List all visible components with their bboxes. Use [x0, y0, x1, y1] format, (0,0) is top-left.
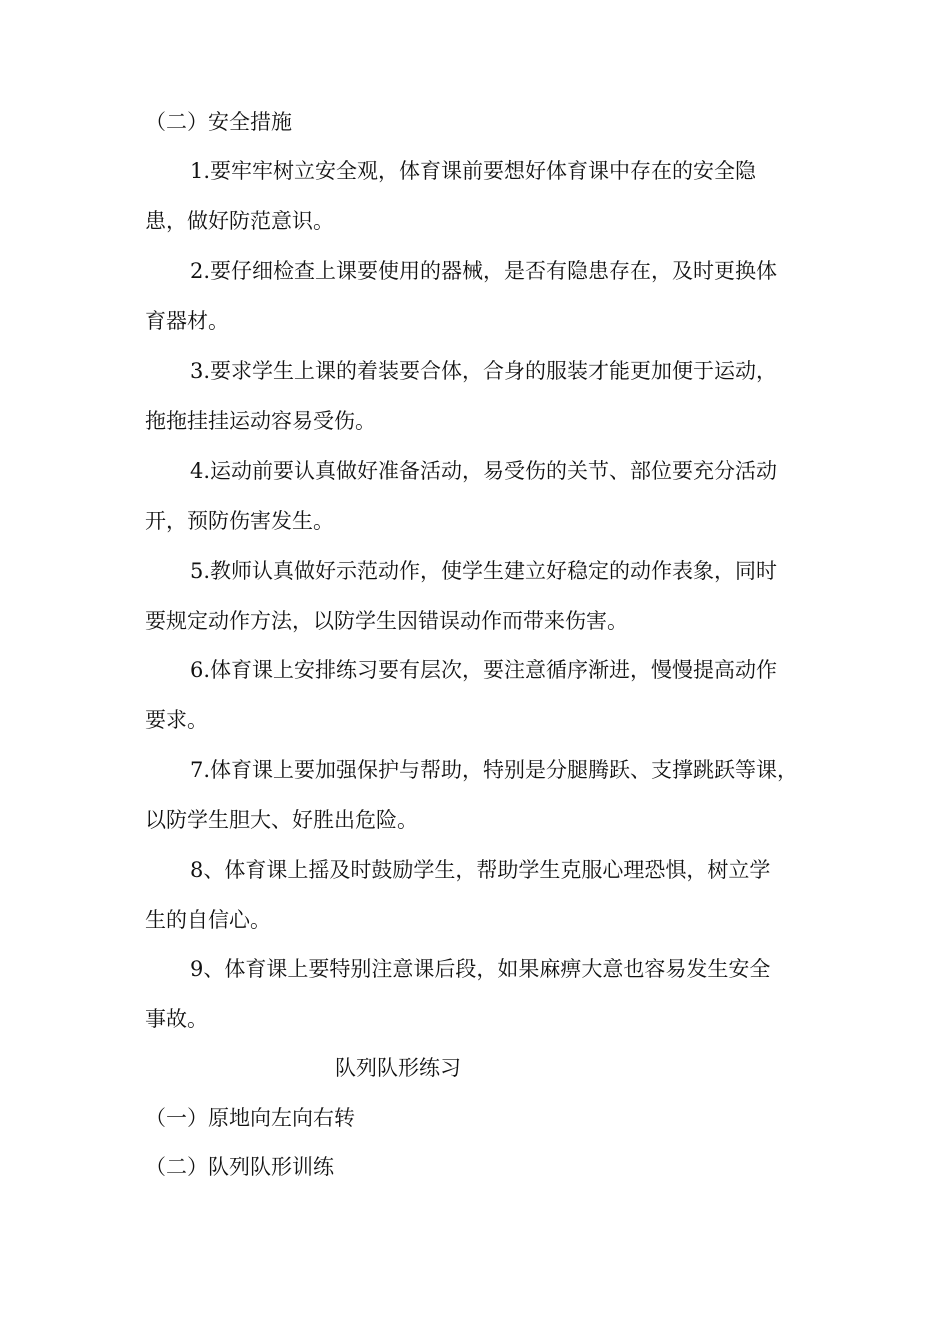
item-3-line-1: 3.要求学生上课的着装要合体，合身的服装才能更加便于运动， — [190, 359, 778, 383]
item-2-line-2: 育器材。 — [145, 309, 229, 333]
item-2-line-1: 2.要仔细检查上课要使用的器械，是否有隐患存在，及时更换体 — [190, 259, 778, 283]
sub-item-2: （二）队列队形训练 — [145, 1155, 334, 1179]
item-6-line-2: 要求。 — [145, 708, 208, 732]
item-8-line-2: 生的自信心。 — [145, 908, 271, 932]
item-8-line-1: 8、体育课上摇及时鼓励学生，帮助学生克服心理恐惧，树立学 — [190, 858, 771, 882]
item-7-line-2: 以防学生胆大、好胜出危险。 — [145, 808, 418, 832]
item-5-line-2: 要规定动作方法，以防学生因错误动作而带来伤害。 — [145, 609, 628, 633]
item-4-line-2: 开，预防伤害发生。 — [145, 509, 334, 533]
item-9-line-2: 事故。 — [145, 1007, 208, 1031]
item-1-line-2: 患，做好防范意识。 — [145, 209, 334, 233]
section-heading: （二）安全措施 — [145, 110, 292, 134]
sub-item-1: （一）原地向左向右转 — [145, 1106, 355, 1130]
item-1-line-1: 1.要牢牢树立安全观，体育课前要想好体育课中存在的安全隐 — [190, 159, 757, 183]
item-9-line-1: 9、体育课上要特别注意课后段，如果麻痹大意也容易发生安全 — [190, 957, 771, 981]
item-7-line-1: 7.体育课上要加强保护与帮助，特别是分腿腾跃、支撑跳跃等课， — [190, 758, 799, 782]
item-3-line-2: 拖拖挂挂运动容易受伤。 — [145, 409, 376, 433]
item-4-line-1: 4.运动前要认真做好准备活动，易受伤的关节、部位要充分活动 — [190, 459, 778, 483]
item-6-line-1: 6.体育课上安排练习要有层次，要注意循序渐进，慢慢提高动作 — [190, 658, 778, 682]
item-5-line-1: 5.教师认真做好示范动作，使学生建立好稳定的动作表象，同时 — [190, 559, 778, 583]
subtitle: 队列队形练习 — [335, 1056, 461, 1080]
